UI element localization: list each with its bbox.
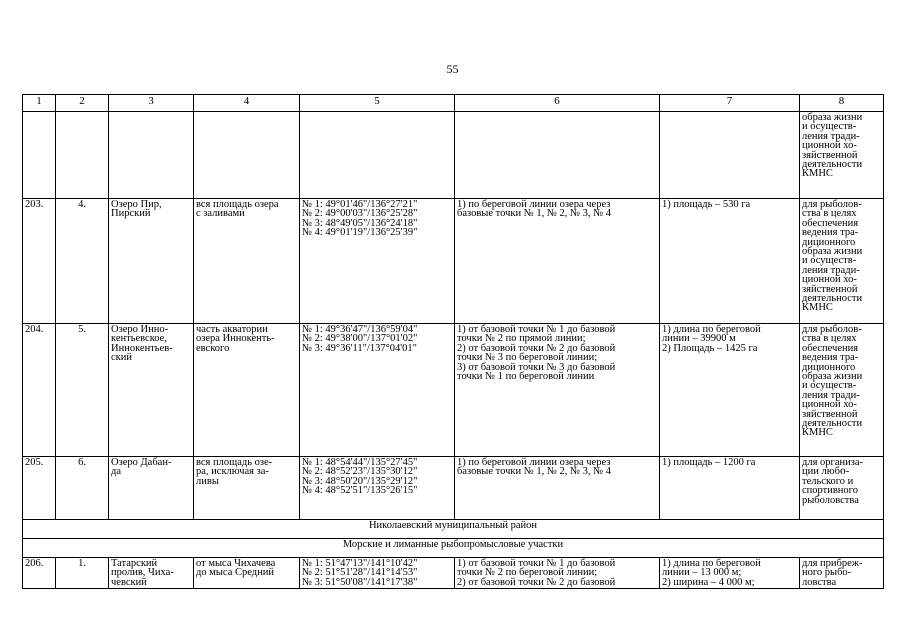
- cell-line: точки № 2 по прямой линии;: [457, 333, 586, 345]
- cell-line: КМНС: [802, 427, 833, 439]
- cell-line: вся площадь озера: [196, 199, 279, 210]
- cell-line: № 3: 49°36'11"/137°04'01": [302, 342, 417, 354]
- column-header: 4: [194, 95, 300, 112]
- cell-line: № 2: 49°00'03"/136°25'28": [302, 208, 418, 220]
- cell-line: ства в целях: [802, 333, 857, 345]
- cell-line: ра, исключая за-: [196, 466, 269, 478]
- cell-line: Пирский: [111, 208, 151, 220]
- boundary-lines: [455, 558, 660, 589]
- table-header-row: [23, 95, 884, 112]
- cell-line: обеспечения: [802, 342, 859, 354]
- column-header: 8: [800, 95, 884, 112]
- cell-line: до мыса Средний: [196, 567, 274, 579]
- purpose-cell: [800, 199, 884, 324]
- cell-line: ции любი-: [802, 466, 850, 478]
- section-district: Николаевский муниципальный район: [23, 520, 884, 539]
- cell-line: и осуществ-: [802, 380, 857, 392]
- boundary-lines: [455, 199, 660, 324]
- purpose-cell: [800, 457, 884, 520]
- cell-line: 1) от базовой точки № 1 до базовой: [457, 558, 616, 569]
- cell-line: ства в целях: [802, 208, 857, 220]
- cell-line: ционной хо-: [802, 274, 857, 286]
- area-boundary: [194, 199, 300, 324]
- cell-line: деятельности: [802, 293, 863, 305]
- cell-line: ционной хо-: [802, 140, 857, 152]
- column-header: 5: [300, 95, 455, 112]
- cell-line: линии – 13 000 м;: [662, 567, 742, 579]
- cell-line: тельского и: [802, 475, 854, 487]
- cell-line: для организа-: [802, 457, 864, 468]
- cell-line: 2) ширина – 4 000 м;: [662, 576, 755, 588]
- cell-line: 1) по береговой линии озера через: [457, 457, 611, 468]
- area-name: [109, 324, 194, 457]
- row-subnumber: 4.: [56, 199, 109, 324]
- row-subnumber: 5.: [56, 324, 109, 457]
- column-header: 6: [455, 95, 660, 112]
- cell-line: вся площадь озе-: [196, 457, 273, 468]
- cell-line: базовые точки № 1, № 2, № 3, № 4: [457, 208, 612, 220]
- cell-line: 1) длина по береговой: [662, 558, 761, 569]
- area-size: [660, 199, 800, 324]
- cell-line: № 3: 48°50'20"/135°29'12": [302, 475, 418, 487]
- column-header: 3: [109, 95, 194, 112]
- cell-line: и осуществ-: [802, 255, 857, 267]
- fishing-areas-table: [22, 94, 884, 589]
- cell-line: ного рыбо-: [802, 567, 852, 579]
- cell-line: для прибреж-: [802, 558, 863, 569]
- cell-line: ведения тра-: [802, 227, 859, 239]
- cell-line: ский: [111, 352, 132, 364]
- boundary-lines: [455, 457, 660, 520]
- cell-line: рыболовства: [802, 494, 859, 506]
- cell-line: 2) Площадь – 1425 га: [662, 342, 758, 354]
- section-row: [23, 539, 884, 558]
- cell-line: № 3: 51°50'08"/141°17'38": [302, 576, 418, 588]
- area-size: [660, 457, 800, 520]
- area-size: [660, 324, 800, 457]
- area-coordinates: [300, 324, 455, 457]
- cell-line: № 3: 48°49'05"/136°24'18": [302, 217, 418, 229]
- cell-line: евского: [196, 342, 230, 354]
- cell-line: Татарский: [111, 558, 158, 569]
- cell-line: № 2: 48°52'23"/135°30'12": [302, 466, 418, 478]
- cell-line: образа жизни: [802, 112, 863, 123]
- cell-line: 1) площадь – 530 га: [662, 199, 751, 210]
- column-header: 2: [56, 95, 109, 112]
- section-type: Морские и лиманные рыбопромысловые участки: [23, 539, 884, 558]
- area-boundary: [194, 558, 300, 589]
- cell-line: линии – 39900 м: [662, 333, 736, 345]
- boundary-lines: [455, 324, 660, 457]
- cell-line: с заливами: [196, 208, 245, 220]
- area-coordinates: [300, 457, 455, 520]
- row-subnumber: 6.: [56, 457, 109, 520]
- cell-line: озера Иннокенть-: [196, 333, 275, 345]
- cell-line: деятельности: [802, 418, 863, 430]
- table-row: [23, 558, 884, 589]
- cell-line: Иннокентьев-: [111, 342, 173, 354]
- table-row: [23, 457, 884, 520]
- table-row: [23, 199, 884, 324]
- cell-line: Озеро Инно-: [111, 324, 169, 335]
- cell-line: для рыболов-: [802, 199, 862, 210]
- cell-line: зяйственной: [802, 283, 858, 295]
- cell-line: № 4: 48°52'51"/135°26'15": [302, 485, 418, 497]
- area-size: [660, 558, 800, 589]
- cell-line: спортивного: [802, 485, 858, 497]
- cell-line: образа жизни: [802, 246, 863, 258]
- cell-line: № 4: 49°01'19"/136°25'39": [302, 227, 418, 239]
- cell-line: Озеро Дабан-: [111, 457, 172, 468]
- cell-line: 1) от базовой точки № 1 до базовой: [457, 324, 616, 335]
- area-name: [109, 457, 194, 520]
- cell-line: КМНС: [802, 302, 833, 314]
- cell-line: для рыболов-: [802, 324, 862, 335]
- cell-line: чевский: [111, 576, 147, 588]
- column-header: 1: [23, 95, 56, 112]
- cell-line: деятельности: [802, 159, 863, 171]
- cell-line: точки № 3 по береговой линии;: [457, 352, 598, 364]
- cell-line: 1) по береговой линии озера через: [457, 199, 611, 210]
- cell-line: зяйственной: [802, 149, 858, 161]
- cell-line: КМНС: [802, 168, 833, 180]
- table-row-continued: [23, 112, 884, 199]
- cell-line: базовые точки № 1, № 2, № 3, № 4: [457, 466, 612, 478]
- cell-line: № 2: 51°51'28"/141°14'53": [302, 567, 418, 579]
- cell-line: ления тради-: [802, 389, 860, 401]
- column-header: 7: [660, 95, 800, 112]
- row-number: 205.: [23, 457, 56, 520]
- cell-line: 2) от базовой точки № 2 до базовой: [457, 342, 616, 354]
- cell-line: № 1: 49°01'46"/136°27'21": [302, 199, 418, 210]
- cell-line: 1) площадь – 1200 га: [662, 457, 756, 468]
- cell-line: 2) от базовой точки № 2 до базовой: [457, 576, 616, 588]
- cell-line: кентьевское,: [111, 333, 167, 345]
- cell-line: точки № 2 по береговой линии;: [457, 567, 598, 579]
- cell-line: от мыса Чихачева: [196, 558, 276, 569]
- cell-line: часть акватории: [196, 324, 268, 335]
- cell-line: ведения тра-: [802, 352, 859, 364]
- area-coordinates: [300, 558, 455, 589]
- purpose-cell: [800, 112, 884, 199]
- cell-line: зяйственной: [802, 408, 858, 420]
- cell-line: ления тради-: [802, 264, 860, 276]
- page-number: 55: [446, 62, 459, 76]
- area-coordinates: [300, 199, 455, 324]
- cell-line: Озеро Пир,: [111, 199, 162, 210]
- cell-line: 1) длина по береговой: [662, 324, 761, 335]
- cell-line: да: [111, 466, 122, 478]
- cell-line: диционного: [802, 236, 856, 248]
- cell-line: ловства: [802, 576, 837, 588]
- cell-line: обеспечения: [802, 217, 859, 229]
- cell-line: ционной хо-: [802, 399, 857, 411]
- cell-line: ливы: [196, 475, 219, 487]
- cell-line: 3) от базовой точки № 3 до базовой: [457, 361, 616, 373]
- cell-line: ления тради-: [802, 130, 860, 142]
- area-boundary: [194, 457, 300, 520]
- cell-line: № 1: 51°47'13"/141°10'42": [302, 558, 418, 569]
- area-name: [109, 199, 194, 324]
- cell-line: образа жизни: [802, 371, 863, 383]
- area-name: [109, 558, 194, 589]
- cell-line: точки № 1 по береговой линии: [457, 371, 595, 383]
- purpose-cell: [800, 558, 884, 589]
- table-row: [23, 324, 884, 457]
- cell-line: № 1: 49°36'47"/136°59'04": [302, 324, 418, 335]
- purpose-cell: [800, 324, 884, 457]
- cell-line: пролив, Чиха-: [111, 567, 174, 579]
- row-number: 204.: [23, 324, 56, 457]
- row-number: 203.: [23, 199, 56, 324]
- cell-line: № 2: 49°38'00"/137°01'02": [302, 333, 418, 345]
- cell-line: и осуществ-: [802, 121, 857, 133]
- row-number: 206.: [23, 558, 56, 589]
- cell-line: № 1: 48°54'44"/135°27'45": [302, 457, 418, 468]
- row-subnumber: 1.: [56, 558, 109, 589]
- area-boundary: [194, 324, 300, 457]
- cell-line: диционного: [802, 361, 856, 373]
- section-row: [23, 520, 884, 539]
